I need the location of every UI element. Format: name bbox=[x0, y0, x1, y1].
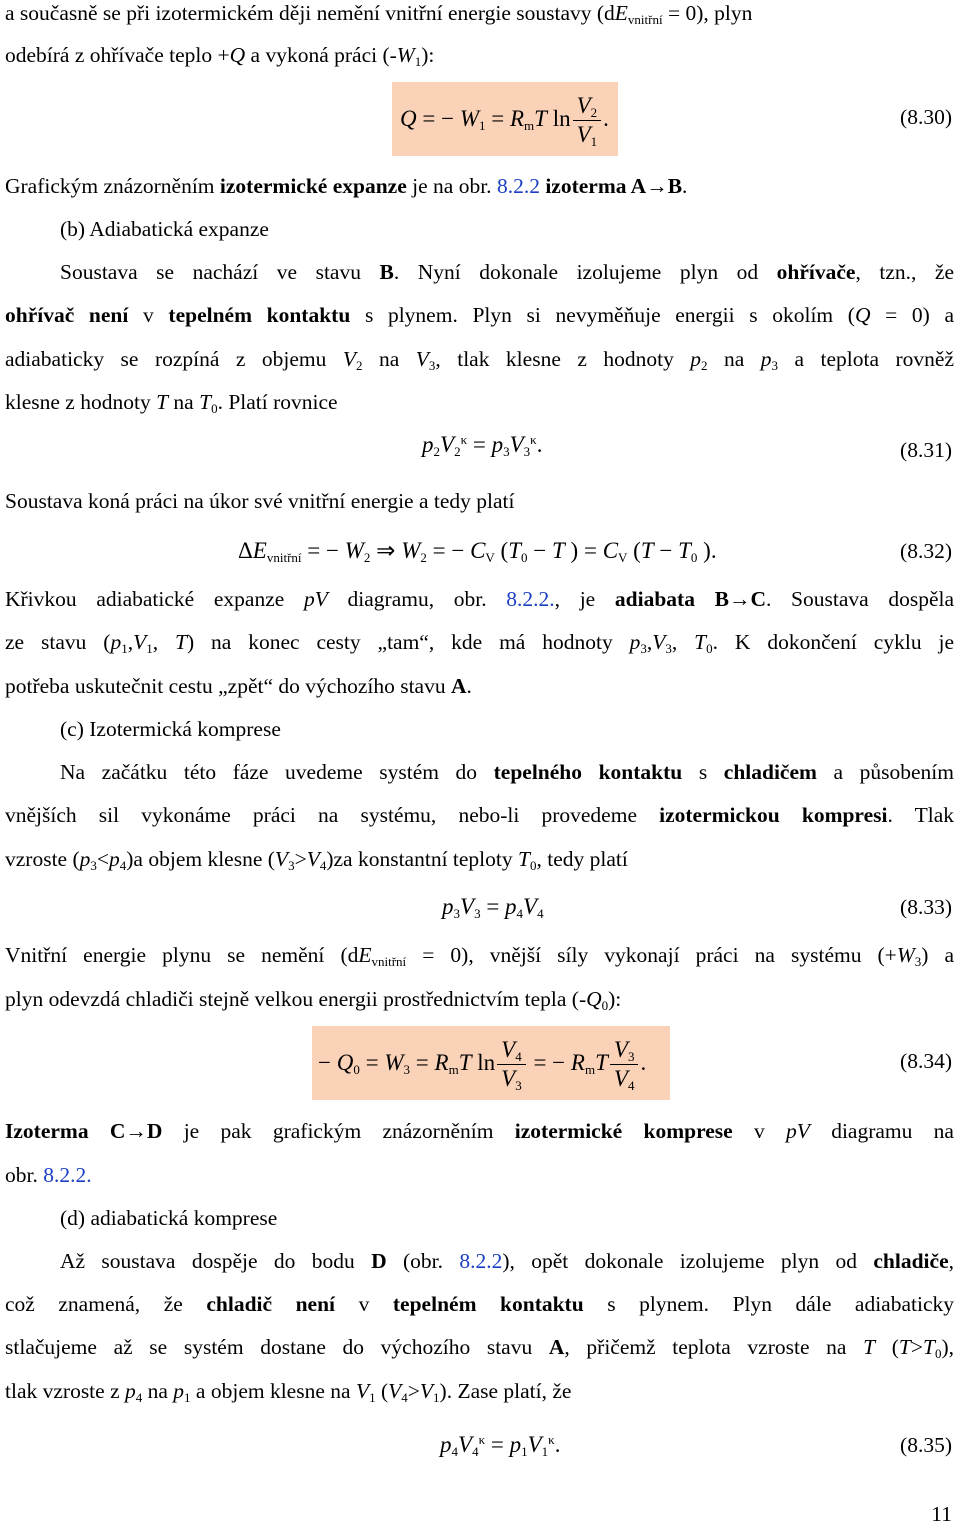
fraction: $\frac{V_4}{V_3}$ bbox=[497, 1036, 526, 1093]
text-line-23: což znamená, že chladič není v tepelném kontaktu s plynem. Plyn dále adiabaticky bbox=[5, 1292, 955, 1316]
text-line-11: ze stavu ($p_1,V_1$, T) na konec cesty „tam“, kde má hodnoty $p_3,V_3$, $T_0$. K dokončení cyklu je bbox=[5, 630, 954, 656]
equation-number: (8.33) bbox=[900, 895, 952, 919]
text-line-15: vnějších sil vykonáme práci na systému, nebo-li provedeme izotermickou kompresi. Tlak bbox=[5, 803, 955, 827]
figure-link[interactable]: 8.2.2. bbox=[43, 1163, 92, 1187]
text-line-6: ohřívač není v tepelném kontaktu s plynem. Plyn si nevyměňuje energii s okolím (Q = 0) a bbox=[5, 303, 955, 327]
text-line-8: klesne z hodnoty T na $T_0$. Platí rovnice bbox=[5, 390, 338, 416]
equation-8-33: $p_3V_3 = p_4V_4$ bbox=[442, 894, 544, 921]
equation-number: (8.34) bbox=[900, 1049, 952, 1073]
text-line-3: Grafickým znázorněním izotermické expanze je na obr. 8.2.2 izoterma A→B. bbox=[5, 174, 688, 198]
text-line-2: odebírá z ohřívače teplo +Q a vykoná práci $(-W_1)$: bbox=[5, 43, 435, 69]
text-line-25: tlak vzroste z $p_4$ na $p_1$ a objem klesne na $V_1$ $(V_4>V_1)$. Zase platí, že bbox=[5, 1379, 572, 1405]
equation-number: (8.32) bbox=[900, 539, 952, 563]
text-line-16: vzroste $(p_3<p_4)a$ objem klesne $(V_3>V_4)za$ konstantní teploty $T_0$, tedy platí bbox=[5, 847, 628, 873]
text-line-19: Izoterma C→D je pak grafickým znázorněním izotermické komprese v pV diagramu na bbox=[5, 1119, 954, 1143]
text-line-9: Soustava koná práci na úkor své vnitřní energie a tedy platí bbox=[5, 489, 515, 513]
equation-number: (8.31) bbox=[900, 438, 952, 462]
equation-8-30: Q = − $W_1 = R_mT$ ln $\frac{V_2}{V_1}$ . bbox=[400, 93, 609, 149]
equation-number: (8.35) bbox=[900, 1433, 952, 1457]
page-number: 11 bbox=[931, 1502, 952, 1526]
section-heading-d: (d) adiabatická komprese bbox=[60, 1206, 278, 1230]
text-line-17: Vnitřní energie plynu se nemění $(dE_{vnitřní} = 0)$, vnější síly vykonají práci na systému $(+W_3)$ a bbox=[5, 943, 954, 969]
text-line-5: Soustava se nachází ve stavu B. Nyní dokonale izolujeme plyn od ohřívače, tzn., že bbox=[60, 260, 954, 284]
figure-link[interactable]: 8.2.2 bbox=[496, 174, 540, 198]
text-line-12: potřeba uskutečnit cestu „zpět“ do výchozího stavu A. bbox=[5, 674, 472, 698]
text-line-20: obr. 8.2.2. bbox=[5, 1163, 92, 1187]
section-heading-c: (c) Izotermická komprese bbox=[60, 717, 281, 741]
equation-8-34: − $Q_0 = W_3 = R_mT$ ln $\frac{V_4}{V_3}$ = − $R_mT$ $\frac{V_3}{V_4}$ . bbox=[318, 1037, 647, 1093]
fraction: $\frac{V_3}{V_4}$ bbox=[610, 1036, 639, 1093]
text-line-1: a současně se při izotermickém ději nemění vnitřní energie soustavy $(dE_{vnitřní} = 0)$, plyn bbox=[5, 1, 753, 27]
text-line-14: Na začátku této fáze uvedeme systém do tepelného kontaktu s chladičem a působením bbox=[60, 760, 954, 784]
equation-8-35: $p_4V_4^\kappa = p_1V_1^\kappa$. bbox=[440, 1432, 561, 1459]
equation-8-31: $p_2V_2^\kappa = p_3V_3^\kappa$. bbox=[422, 432, 543, 459]
text-line-22: Až soustava dospěje do bodu D (obr. 8.2.2), opět dokonale izolujeme plyn od chladiče, bbox=[60, 1249, 954, 1273]
section-heading-b: (b) Adiabatická expanze bbox=[60, 217, 269, 241]
fraction: $\frac{V_2}{V_1}$ bbox=[573, 92, 602, 149]
figure-link[interactable]: 8.2.2 bbox=[459, 1249, 503, 1273]
figure-link[interactable]: 8.2.2. bbox=[506, 587, 555, 611]
equation-number: (8.30) bbox=[900, 105, 952, 129]
text-line-24: stlačujeme až se systém dostane do výchozího stavu A, přičemž teplota vzroste na T $(T>T_0)$, bbox=[5, 1335, 954, 1361]
equation-8-32: $\Delta E_{vnitřní}$ = − $W_2$ ⇒ $W_2$ = − $C_V$ ($T_0 - T$ ) = $C_V$ ($T - T_0$ ). bbox=[238, 538, 717, 565]
text-line-10: Křivkou adiabatické expanze pV diagramu, obr. 8.2.2., je adiabata B→C. Soustava dospěla bbox=[5, 587, 955, 611]
text-line-18: plyn odevzdá chladiči stejně velkou energii prostřednictvím tepla $(-Q_0)$: bbox=[5, 987, 622, 1013]
text-line-7: adiabaticky se rozpíná z objemu $V_2$ na $V_3$, tlak klesne z hodnoty $p_2$ na $p_3$ a teplota rovněž bbox=[5, 347, 954, 373]
